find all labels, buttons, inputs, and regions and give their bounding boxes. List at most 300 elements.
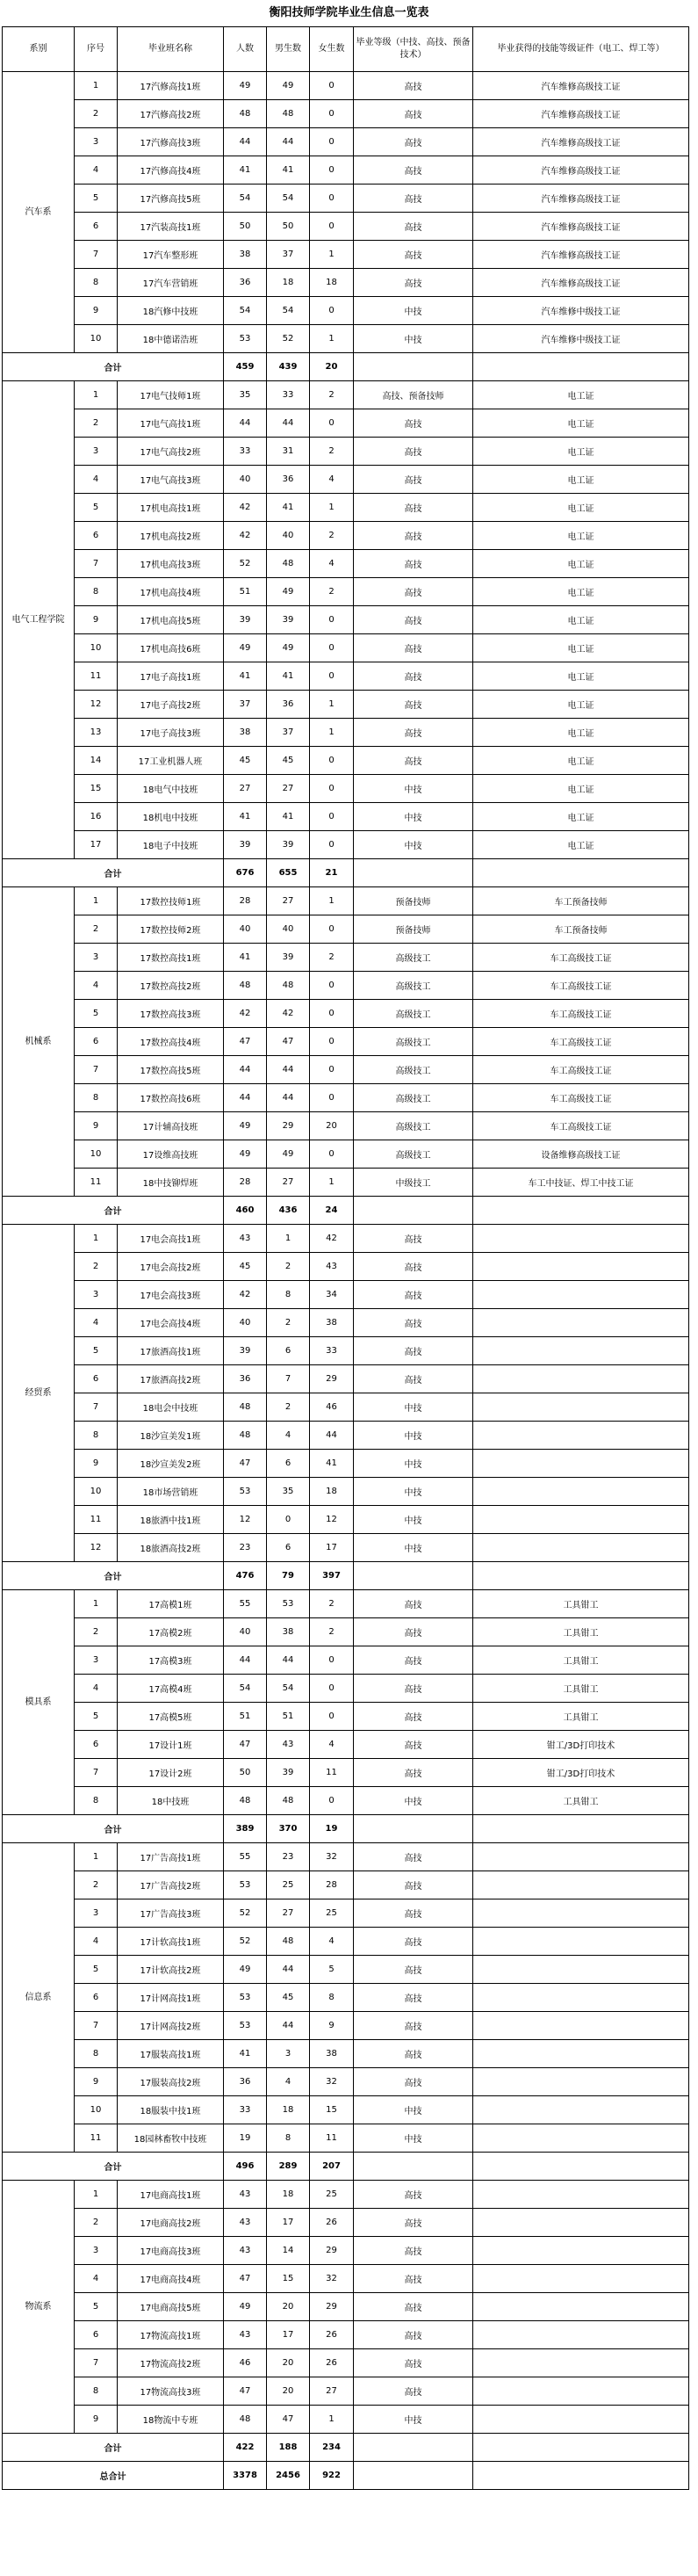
seq-cell: 2: [75, 1871, 118, 1899]
level-cell: 高技: [354, 2181, 473, 2209]
table-row: [3, 1871, 689, 1899]
certificate-cell: 汽车维修高级技工证: [473, 72, 689, 100]
male-cell: 37: [267, 241, 310, 269]
seq-cell: 4: [75, 1675, 118, 1703]
table-row: [3, 2377, 689, 2406]
level-cell: 高技、预备技师: [354, 381, 473, 409]
table-row: [3, 1478, 689, 1506]
class-name-cell: 17电商高技1班: [118, 2181, 224, 2209]
level-cell: 中技: [354, 1787, 473, 1815]
total-cell: 33: [224, 438, 267, 466]
total-cell: 41: [224, 803, 267, 831]
level-cell: 高技: [354, 438, 473, 466]
male-cell: 1: [267, 1225, 310, 1253]
table-row: [3, 1140, 689, 1169]
seq-cell: 9: [75, 606, 118, 634]
total-cell: 53: [224, 325, 267, 353]
level-cell: 高技: [354, 662, 473, 691]
table-row: [3, 241, 689, 269]
subtotal-row: [3, 2434, 689, 2462]
seq-cell: 6: [75, 2321, 118, 2349]
seq-cell: 7: [75, 2012, 118, 2040]
seq-cell: 6: [75, 522, 118, 550]
male-cell: 31: [267, 438, 310, 466]
level-cell: 高技: [354, 2377, 473, 2406]
subtotal-label: 合计: [3, 1562, 224, 1590]
table-row: [3, 1928, 689, 1956]
table-row: [3, 2349, 689, 2377]
male-cell: 48: [267, 972, 310, 1000]
table-row: [3, 1393, 689, 1422]
certificate-cell: [473, 2237, 689, 2265]
table-row: [3, 2265, 689, 2293]
seq-cell: 5: [75, 1337, 118, 1365]
female-cell: 2: [310, 522, 354, 550]
female-cell: 32: [310, 1843, 354, 1871]
seq-cell: 6: [75, 1365, 118, 1393]
level-cell: 预备技师: [354, 915, 473, 944]
class-name-cell: 17电气高技2班: [118, 438, 224, 466]
female-cell: 0: [310, 831, 354, 859]
table-row: [3, 1422, 689, 1450]
seq-cell: 3: [75, 2237, 118, 2265]
male-cell: 52: [267, 325, 310, 353]
level-cell: 中技: [354, 803, 473, 831]
total-cell: 48: [224, 1393, 267, 1422]
seq-cell: 15: [75, 775, 118, 803]
table-row: [3, 1618, 689, 1646]
level-cell: 高技: [354, 2209, 473, 2237]
subtotal-male-cell: 79: [267, 1562, 310, 1590]
certificate-cell: 电工证: [473, 466, 689, 494]
class-name-cell: 17计辅高技班: [118, 1112, 224, 1140]
level-cell: 高技: [354, 2349, 473, 2377]
subtotal-total-cell: 496: [224, 2153, 267, 2181]
subtotal-label: 合计: [3, 1197, 224, 1225]
subtotal-level-cell: [354, 2153, 473, 2181]
certificate-cell: 电工证: [473, 438, 689, 466]
table-row: [3, 719, 689, 747]
seq-cell: 6: [75, 213, 118, 241]
total-cell: 39: [224, 1337, 267, 1365]
class-name-cell: 17高模2班: [118, 1618, 224, 1646]
class-name-cell: 17汽车整形班: [118, 241, 224, 269]
total-cell: 44: [224, 409, 267, 438]
male-cell: 8: [267, 2124, 310, 2153]
table-row: [3, 1703, 689, 1731]
table-row: [3, 1590, 689, 1618]
female-cell: 0: [310, 100, 354, 128]
male-cell: 15: [267, 2265, 310, 2293]
male-cell: 35: [267, 1478, 310, 1506]
certificate-cell: [473, 1956, 689, 1984]
table-row: [3, 1169, 689, 1197]
certificate-cell: 车工高级技工证: [473, 1028, 689, 1056]
col-header-female: 女生数: [310, 27, 354, 72]
subtotal-level-cell: [354, 1562, 473, 1590]
subtotal-certificate-cell: [473, 353, 689, 381]
subtotal-certificate-cell: [473, 1197, 689, 1225]
seq-cell: 11: [75, 662, 118, 691]
subtotal-certificate-cell: [473, 2153, 689, 2181]
table-row: [3, 775, 689, 803]
certificate-cell: [473, 2181, 689, 2209]
certificate-cell: 车工中技证、焊工中技工证: [473, 1169, 689, 1197]
certificate-cell: 汽车维修高级技工证: [473, 156, 689, 185]
table-row: [3, 1337, 689, 1365]
class-name-cell: 17电会高技4班: [118, 1309, 224, 1337]
certificate-cell: 电工证: [473, 662, 689, 691]
female-cell: 27: [310, 2377, 354, 2406]
class-name-cell: 17广告高技3班: [118, 1899, 224, 1928]
total-cell: 36: [224, 1365, 267, 1393]
level-cell: 高技: [354, 2012, 473, 2040]
class-name-cell: 17计网高技1班: [118, 1984, 224, 2012]
female-cell: 11: [310, 2124, 354, 2153]
level-cell: 高技: [354, 578, 473, 606]
level-cell: 高级技工: [354, 1112, 473, 1140]
seq-cell: 11: [75, 1169, 118, 1197]
class-name-cell: 17高模4班: [118, 1675, 224, 1703]
female-cell: 2: [310, 944, 354, 972]
female-cell: 0: [310, 72, 354, 100]
female-cell: 5: [310, 1956, 354, 1984]
female-cell: 0: [310, 409, 354, 438]
total-cell: 48: [224, 1787, 267, 1815]
female-cell: 15: [310, 2096, 354, 2124]
seq-cell: 1: [75, 1590, 118, 1618]
male-cell: 4: [267, 2068, 310, 2096]
grand-total-male-cell: 2456: [267, 2462, 310, 2490]
subtotal-total-cell: 460: [224, 1197, 267, 1225]
male-cell: 41: [267, 156, 310, 185]
department-cell: 经贸系: [3, 1225, 75, 1562]
level-cell: 高技: [354, 241, 473, 269]
total-cell: 47: [224, 1731, 267, 1759]
male-cell: 41: [267, 662, 310, 691]
level-cell: 高级技工: [354, 1084, 473, 1112]
seq-cell: 7: [75, 1056, 118, 1084]
subtotal-certificate-cell: [473, 2434, 689, 2462]
certificate-cell: 车工高级技工证: [473, 972, 689, 1000]
certificate-cell: [473, 1899, 689, 1928]
female-cell: 0: [310, 915, 354, 944]
seq-cell: 4: [75, 2265, 118, 2293]
female-cell: 20: [310, 1112, 354, 1140]
female-cell: 2: [310, 1590, 354, 1618]
subtotal-label: 合计: [3, 2153, 224, 2181]
table-row: [3, 409, 689, 438]
total-cell: 53: [224, 1984, 267, 2012]
male-cell: 41: [267, 494, 310, 522]
level-cell: 中技: [354, 1506, 473, 1534]
table-row: [3, 185, 689, 213]
total-cell: 35: [224, 381, 267, 409]
level-cell: 高技: [354, 1899, 473, 1928]
male-cell: 6: [267, 1337, 310, 1365]
col-header-male: 男生数: [267, 27, 310, 72]
female-cell: 8: [310, 1984, 354, 2012]
certificate-cell: 工具钳工: [473, 1590, 689, 1618]
class-name-cell: 17旅酒高技2班: [118, 1365, 224, 1393]
subtotal-certificate-cell: [473, 1562, 689, 1590]
seq-cell: 12: [75, 1534, 118, 1562]
table-row: [3, 606, 689, 634]
class-name-cell: 17电子高技2班: [118, 691, 224, 719]
certificate-cell: [473, 1281, 689, 1309]
department-cell: 汽车系: [3, 72, 75, 353]
total-cell: 38: [224, 719, 267, 747]
total-cell: 52: [224, 1928, 267, 1956]
male-cell: 49: [267, 578, 310, 606]
subtotal-level-cell: [354, 1197, 473, 1225]
seq-cell: 1: [75, 1225, 118, 1253]
class-name-cell: 17数控高技1班: [118, 944, 224, 972]
seq-cell: 10: [75, 1478, 118, 1506]
certificate-cell: 电工证: [473, 522, 689, 550]
subtotal-row: [3, 2153, 689, 2181]
class-name-cell: 17汽装高技1班: [118, 213, 224, 241]
total-cell: 47: [224, 2377, 267, 2406]
subtotal-female-cell: 21: [310, 859, 354, 887]
total-cell: 49: [224, 72, 267, 100]
certificate-cell: 电工证: [473, 719, 689, 747]
male-cell: 18: [267, 269, 310, 297]
subtotal-male-cell: 370: [267, 1815, 310, 1843]
class-name-cell: 17物流高技2班: [118, 2349, 224, 2377]
table-row: [3, 269, 689, 297]
male-cell: 8: [267, 1281, 310, 1309]
seq-cell: 11: [75, 2124, 118, 2153]
table-row: [3, 1112, 689, 1140]
table-row: [3, 1253, 689, 1281]
level-cell: 高技: [354, 1618, 473, 1646]
class-name-cell: 17计软高技2班: [118, 1956, 224, 1984]
male-cell: 44: [267, 1956, 310, 1984]
total-cell: 39: [224, 831, 267, 859]
grand-total-female-cell: 922: [310, 2462, 354, 2490]
table-row: [3, 944, 689, 972]
male-cell: 38: [267, 1618, 310, 1646]
table-row: [3, 1759, 689, 1787]
seq-cell: 7: [75, 2349, 118, 2377]
level-cell: 中技: [354, 2096, 473, 2124]
total-cell: 43: [224, 2209, 267, 2237]
level-cell: 中技: [354, 1534, 473, 1562]
male-cell: 17: [267, 2321, 310, 2349]
female-cell: 1: [310, 325, 354, 353]
total-cell: 41: [224, 156, 267, 185]
total-cell: 51: [224, 1703, 267, 1731]
class-name-cell: 17广告高技2班: [118, 1871, 224, 1899]
male-cell: 3: [267, 2040, 310, 2068]
female-cell: 38: [310, 1309, 354, 1337]
class-name-cell: 17电子高技3班: [118, 719, 224, 747]
seq-cell: 10: [75, 2096, 118, 2124]
seq-cell: 10: [75, 634, 118, 662]
total-cell: 51: [224, 578, 267, 606]
level-cell: 预备技师: [354, 887, 473, 915]
table-row: [3, 1000, 689, 1028]
certificate-cell: [473, 1928, 689, 1956]
class-name-cell: 18沙宣美发1班: [118, 1422, 224, 1450]
subtotal-level-cell: [354, 353, 473, 381]
male-cell: 25: [267, 1871, 310, 1899]
class-name-cell: 17服装高技2班: [118, 2068, 224, 2096]
subtotal-label: 合计: [3, 1815, 224, 1843]
certificate-cell: 设备维修高级技工证: [473, 1140, 689, 1169]
female-cell: 0: [310, 156, 354, 185]
female-cell: 29: [310, 1365, 354, 1393]
seq-cell: 8: [75, 2377, 118, 2406]
male-cell: 48: [267, 1928, 310, 1956]
level-cell: 高技: [354, 1703, 473, 1731]
female-cell: 18: [310, 269, 354, 297]
female-cell: 1: [310, 691, 354, 719]
table-row: [3, 2012, 689, 2040]
class-name-cell: 17数控技师2班: [118, 915, 224, 944]
level-cell: 高技: [354, 128, 473, 156]
table-row: [3, 1281, 689, 1309]
certificate-cell: [473, 2068, 689, 2096]
total-cell: 44: [224, 1084, 267, 1112]
male-cell: 39: [267, 606, 310, 634]
female-cell: 0: [310, 1646, 354, 1675]
certificate-cell: [473, 1506, 689, 1534]
total-cell: 36: [224, 2068, 267, 2096]
seq-cell: 3: [75, 944, 118, 972]
col-header-class: 毕业班名称: [118, 27, 224, 72]
female-cell: 26: [310, 2321, 354, 2349]
male-cell: 7: [267, 1365, 310, 1393]
certificate-cell: 车工高级技工证: [473, 1000, 689, 1028]
subtotal-female-cell: 19: [310, 1815, 354, 1843]
male-cell: 40: [267, 915, 310, 944]
table-row: [3, 100, 689, 128]
male-cell: 36: [267, 691, 310, 719]
certificate-cell: [473, 2096, 689, 2124]
seq-cell: 8: [75, 269, 118, 297]
class-name-cell: 17电商高技3班: [118, 2237, 224, 2265]
class-name-cell: 18中德诺浩班: [118, 325, 224, 353]
male-cell: 53: [267, 1590, 310, 1618]
subtotal-certificate-cell: [473, 859, 689, 887]
table-row: [3, 1365, 689, 1393]
subtotal-female-cell: 24: [310, 1197, 354, 1225]
seq-cell: 3: [75, 1646, 118, 1675]
table-row: [3, 213, 689, 241]
seq-cell: 9: [75, 297, 118, 325]
subtotal-level-cell: [354, 1815, 473, 1843]
male-cell: 45: [267, 747, 310, 775]
seq-cell: 1: [75, 887, 118, 915]
seq-cell: 5: [75, 1000, 118, 1028]
female-cell: 18: [310, 1478, 354, 1506]
certificate-cell: 电工证: [473, 634, 689, 662]
class-name-cell: 17机电高技3班: [118, 550, 224, 578]
male-cell: 6: [267, 1450, 310, 1478]
seq-cell: 2: [75, 2209, 118, 2237]
level-cell: 高技: [354, 2237, 473, 2265]
level-cell: 高技: [354, 2321, 473, 2349]
class-name-cell: 17工业机器人班: [118, 747, 224, 775]
class-name-cell: 17机电高技2班: [118, 522, 224, 550]
certificate-cell: [473, 1450, 689, 1478]
certificate-cell: 车工高级技工证: [473, 1084, 689, 1112]
certificate-cell: 工具钳工: [473, 1646, 689, 1675]
table-row: [3, 1675, 689, 1703]
total-cell: 43: [224, 2181, 267, 2209]
table-row: [3, 1731, 689, 1759]
class-name-cell: 18旅酒中技1班: [118, 1506, 224, 1534]
class-name-cell: 17旅酒高技1班: [118, 1337, 224, 1365]
seq-cell: 4: [75, 156, 118, 185]
total-cell: 44: [224, 1646, 267, 1675]
subtotal-total-cell: 459: [224, 353, 267, 381]
total-cell: 33: [224, 2096, 267, 2124]
level-cell: 中级技工: [354, 1169, 473, 1197]
table-row: [3, 128, 689, 156]
table-row: [3, 2124, 689, 2153]
female-cell: 29: [310, 2237, 354, 2265]
class-name-cell: 18园林畜牧中技班: [118, 2124, 224, 2153]
total-cell: 40: [224, 1618, 267, 1646]
total-cell: 47: [224, 1450, 267, 1478]
male-cell: 54: [267, 185, 310, 213]
seq-cell: 8: [75, 578, 118, 606]
class-name-cell: 17服装高技1班: [118, 2040, 224, 2068]
female-cell: 28: [310, 1871, 354, 1899]
level-cell: 高技: [354, 1253, 473, 1281]
subtotal-total-cell: 676: [224, 859, 267, 887]
certificate-cell: 电工证: [473, 409, 689, 438]
seq-cell: 3: [75, 438, 118, 466]
certificate-cell: [473, 1843, 689, 1871]
level-cell: 高技: [354, 1675, 473, 1703]
class-name-cell: 18服装中技1班: [118, 2096, 224, 2124]
total-cell: 42: [224, 494, 267, 522]
seq-cell: 17: [75, 831, 118, 859]
level-cell: 高技: [354, 185, 473, 213]
class-name-cell: 17高模5班: [118, 1703, 224, 1731]
subtotal-male-cell: 289: [267, 2153, 310, 2181]
level-cell: 高技: [354, 213, 473, 241]
level-cell: 高技: [354, 634, 473, 662]
female-cell: 0: [310, 972, 354, 1000]
total-cell: 47: [224, 1028, 267, 1056]
table-row: [3, 1309, 689, 1337]
total-cell: 49: [224, 1112, 267, 1140]
class-name-cell: 17汽修高技3班: [118, 128, 224, 156]
level-cell: 中技: [354, 297, 473, 325]
female-cell: 0: [310, 1000, 354, 1028]
certificate-cell: 电工证: [473, 550, 689, 578]
seq-cell: 5: [75, 1703, 118, 1731]
class-name-cell: 17电子高技1班: [118, 662, 224, 691]
female-cell: 29: [310, 2293, 354, 2321]
male-cell: 50: [267, 213, 310, 241]
total-cell: 47: [224, 2265, 267, 2293]
certificate-cell: 汽车维修高级技工证: [473, 100, 689, 128]
table-row: [3, 1084, 689, 1112]
class-name-cell: 17数控高技4班: [118, 1028, 224, 1056]
female-cell: 0: [310, 747, 354, 775]
certificate-cell: 工具钳工: [473, 1675, 689, 1703]
level-cell: 高技: [354, 1956, 473, 1984]
seq-cell: 3: [75, 1899, 118, 1928]
class-name-cell: 18市场营销班: [118, 1478, 224, 1506]
department-cell: 机械系: [3, 887, 75, 1197]
